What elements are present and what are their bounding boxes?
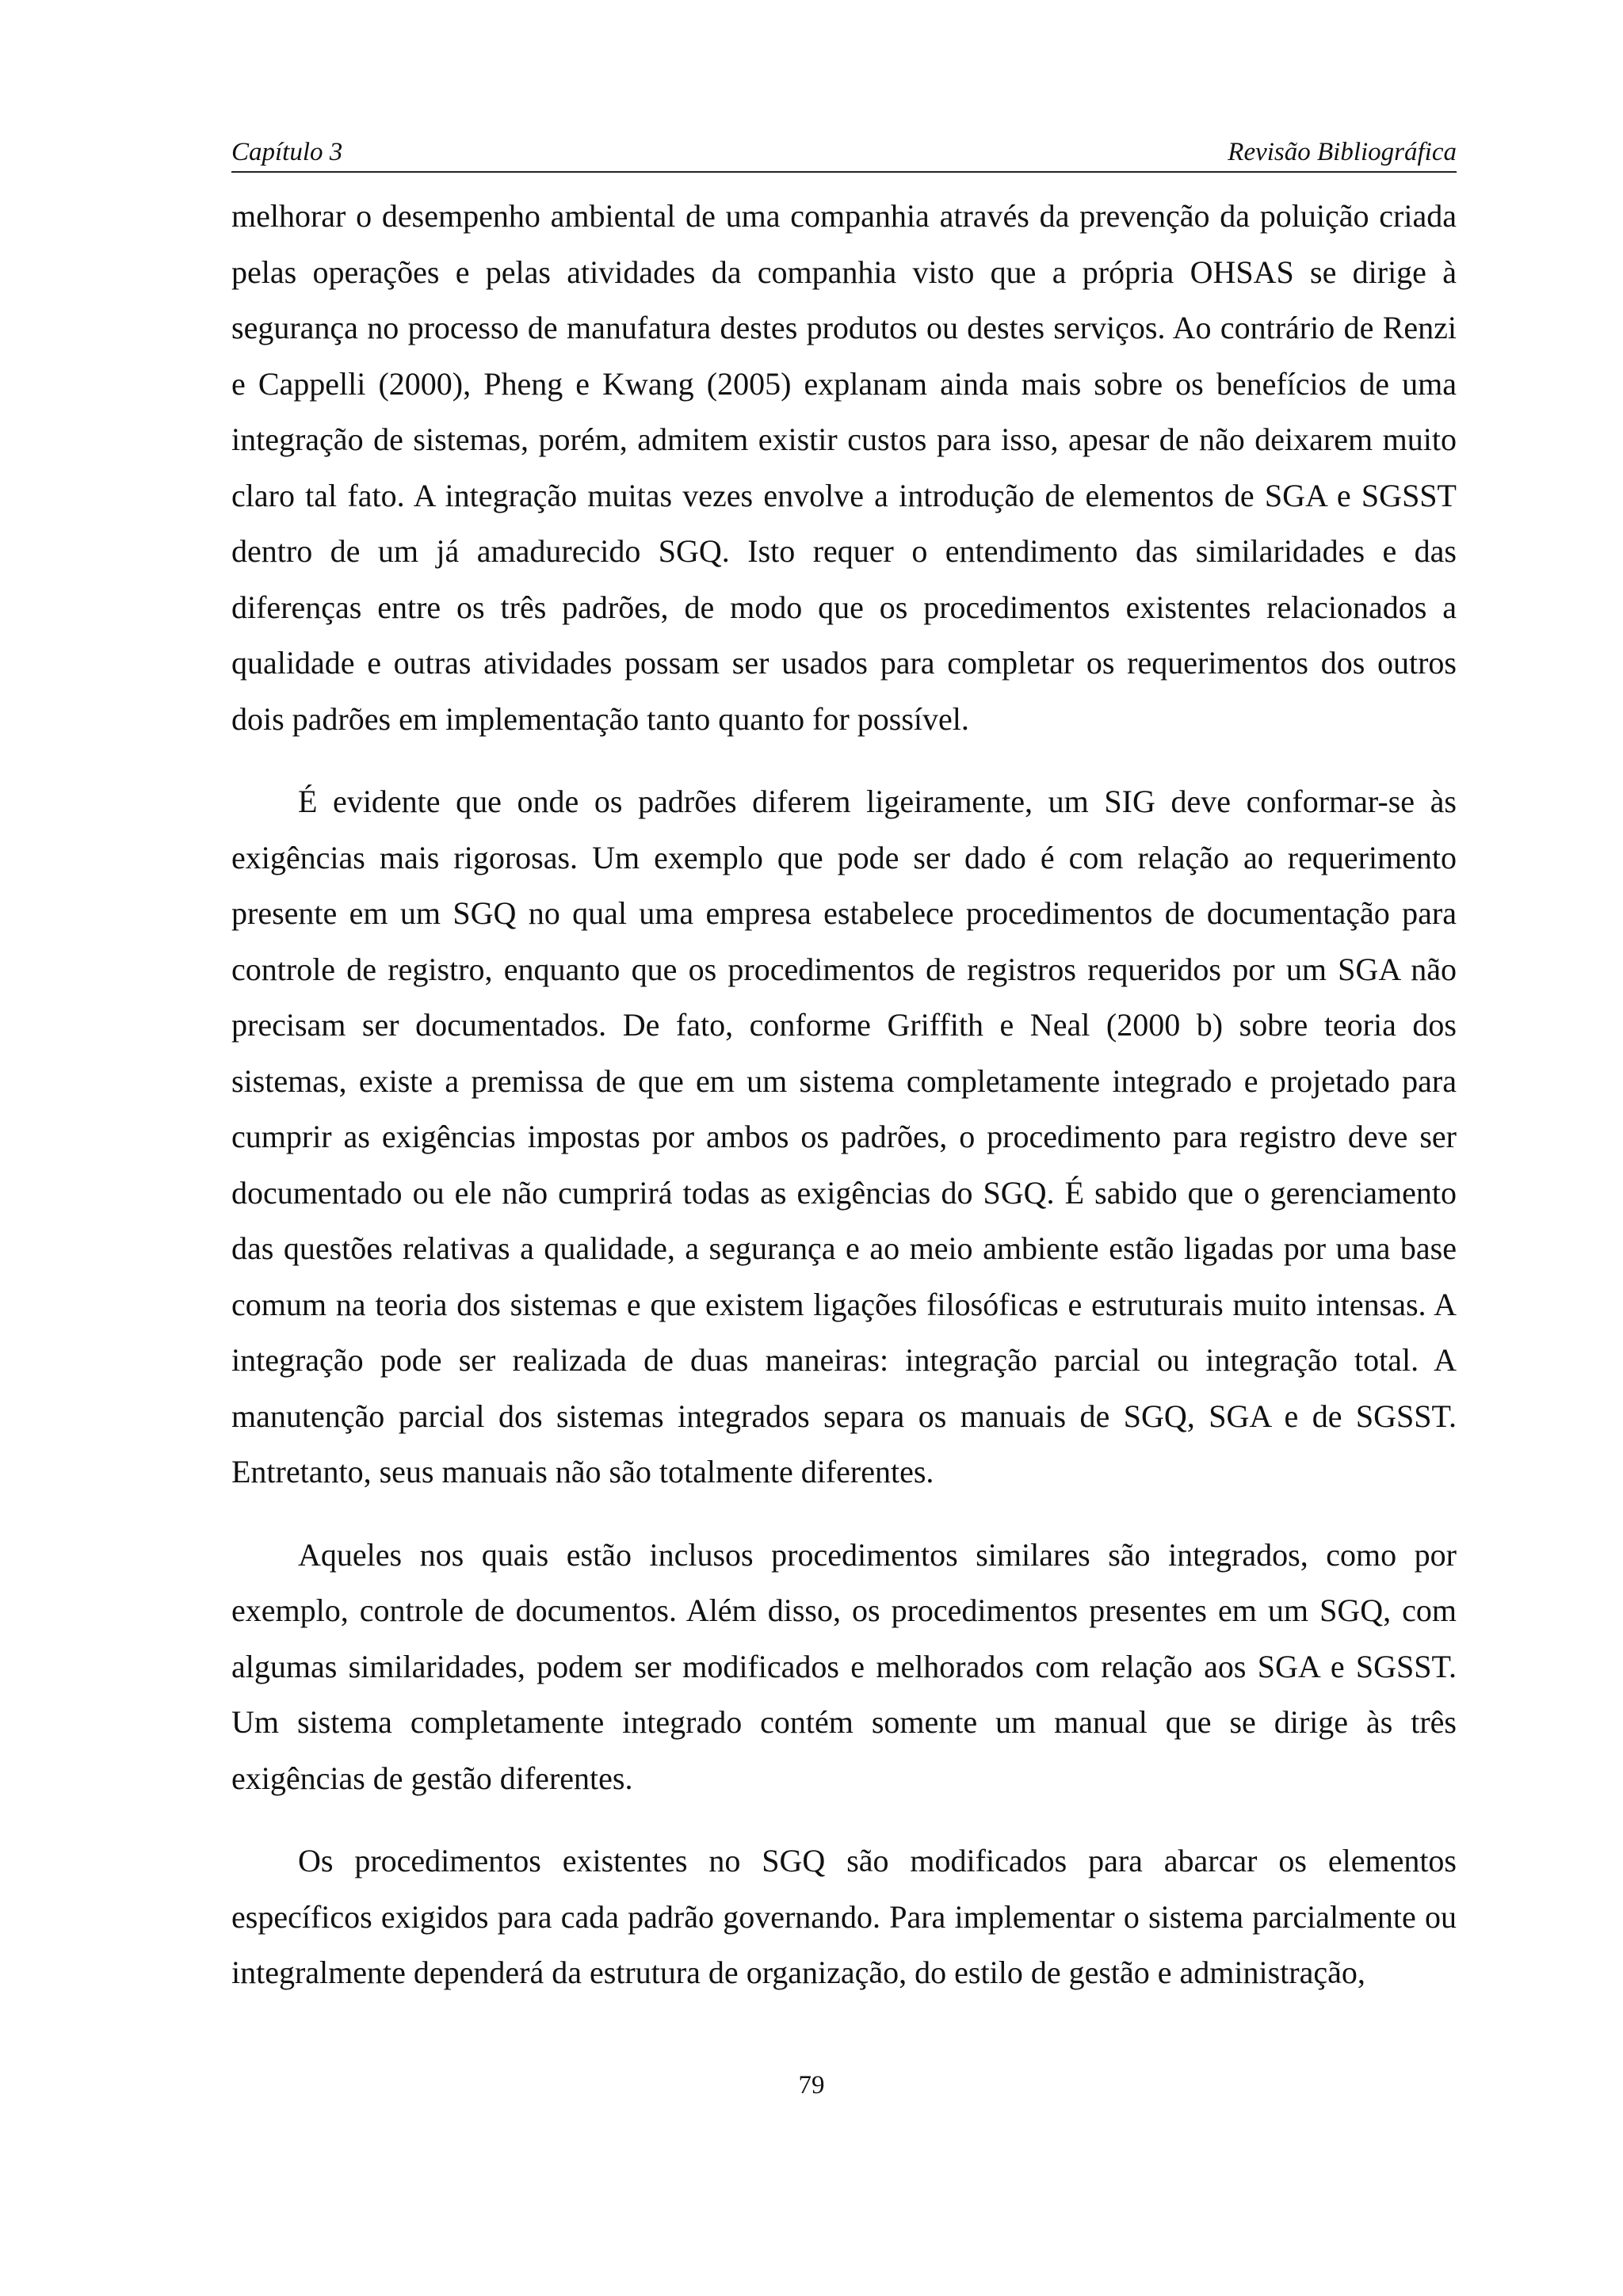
paragraph-1: melhorar o desempenho ambiental de uma companhia através da prevenção da poluição criada pelas operações e pelas atividades da companhia visto que a própria OHSAS se dirige à segurança no processo de manufatura destes produtos ou destes serviços. Ao contrário de Renzi e Cappelli (2000), Pheng e Kwang (2005) explanam ainda mais sobre os benefícios de uma integração de sistemas, porém, admitem existir custos para isso, apesar de não deixarem muito claro tal fato. A integração muitas vezes envolve a introdução de elementos de SGA e SGSST dentro de um já amadurecido SGQ. Isto requer o entendimento das similaridades e das diferenças entre os três padrões, de modo que os procedimentos existentes relacionados a qualidade e outras atividades possam ser usados para completar os requerimentos dos outros dois padrões em implementação tanto quanto for possível. bbox=[231, 198, 1457, 737]
body-text bbox=[231, 189, 1457, 2001]
paragraph-3: Aqueles nos quais estão inclusos procedimentos similares são integrados, como por exemplo, controle de documentos. Além disso, os procedimentos presentes em um SGQ, com algumas similaridades, podem ser modificados e melhorados com relação aos SGA e SGSST. Um sistema completamente integrado contém somente um manual que se dirige às três exigências de gestão diferentes. bbox=[231, 1536, 1457, 1796]
running-header bbox=[231, 133, 1457, 173]
page-number: 79 bbox=[798, 2071, 825, 2100]
paragraph-2: É evidente que onde os padrões diferem ligeiramente, um SIG deve conformar-se às exigências mais rigorosas. Um exemplo que pode ser dado é com relação ao requerimento presente em um SGQ no qual uma empresa estabelece procedimentos de documentação para controle de registro, enquanto que os procedimentos de registros requeridos por um SGA não precisam ser documentados. De fato, conforme Griffith e Neal (2000 b) sobre teoria dos sistemas, existe a premissa de que em um sistema completamente integrado e projetado para cumprir as exigências impostas por ambos os padrões, o procedimento para registro deve ser documentado ou ele não cumprirá todas as exigências do SGQ. É sabido que o gerenciamento das questões relativas a qualidade, a segurança e ao meio ambiente estão ligadas por uma base comum na teoria dos sistemas e que existem ligações filosóficas e estruturais muito intensas. A integração pode ser realizada de duas maneiras: integração parcial ou integração total. A manutenção parcial dos sistemas integrados separa os manuais de SGQ, SGA e de SGSST. Entretanto, seus manuais não são totalmente diferentes. bbox=[231, 784, 1457, 1489]
chapter-label: Capítulo 3 bbox=[231, 138, 343, 166]
section-label: Revisão Bibliográfica bbox=[1228, 138, 1457, 166]
paragraph-4: Os procedimentos existentes no SGQ são modificados para abarcar os elementos específicos exigidos para cada padrão governando. Para implementar o sistema parcialmente ou integralmente dependerá da estrutura de organização, do estilo de gestão e administração, bbox=[231, 1843, 1457, 1990]
